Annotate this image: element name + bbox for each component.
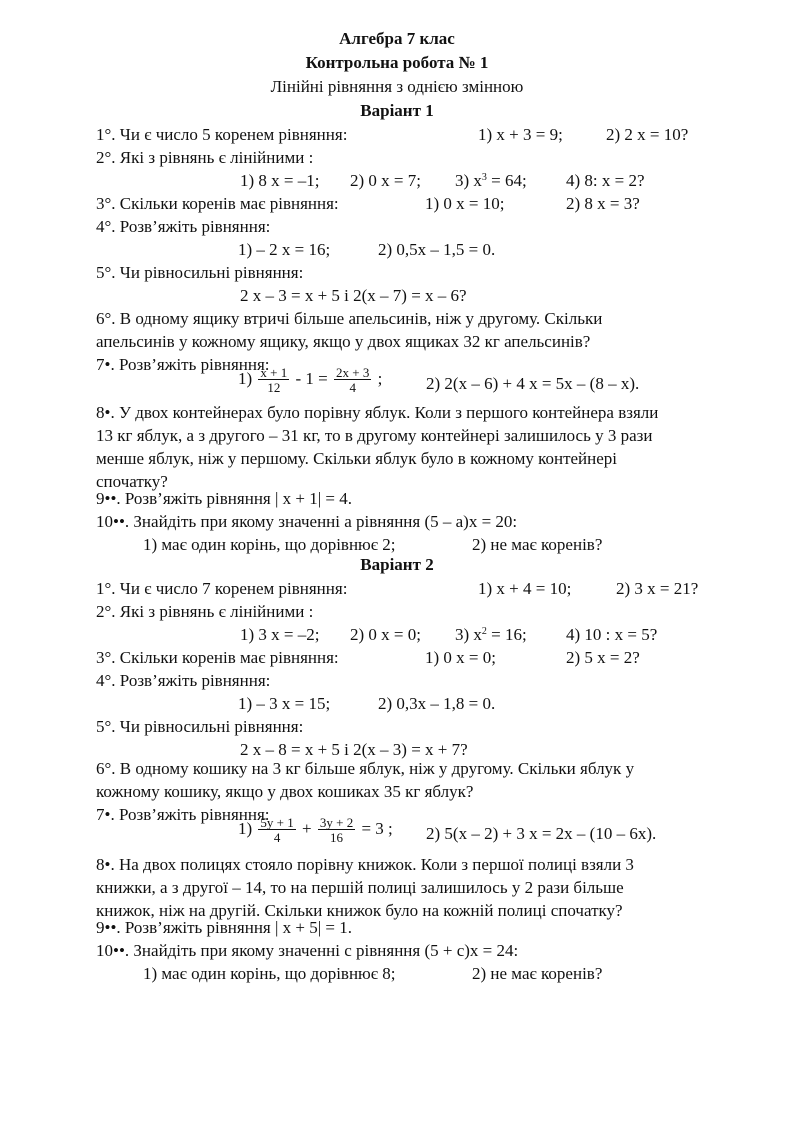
v1-q10-label: 10••. Знайдіть при якому значенні a рівняння (5 – a)x = 20:: [96, 512, 518, 531]
v2-q3-label: 3°. Скільки коренів має рівняння:: [96, 648, 339, 667]
v2-q1-option-1: 1) x + 4 = 10;: [478, 579, 572, 598]
v2-q4-label: 4°. Розв’яжіть рівняння:: [96, 671, 271, 690]
v2-q3-option-2: 2) 5 x = 2?: [566, 648, 640, 667]
v1-q7-option-1: 1) $\frac{x + 1}{12}$ - 1 = $\frac{2x + 3}{4}$ ;: [238, 365, 383, 395]
v2-q1-option-2: 2) 3 x = 21?: [616, 579, 699, 598]
v1-q4-option-2: 2) 0,5x – 1,5 = 0.: [378, 240, 496, 259]
v2-q4-option-2: 2) 0,3x – 1,8 = 0.: [378, 694, 496, 713]
v1-q9: 9••. Розв’яжіть рівняння | x + 1| = 4.: [96, 489, 352, 508]
fraction: $\frac{x + 1}{12}$: [260, 365, 288, 395]
v2-q2-option-3: 3) $x^2 = 16$;: [455, 625, 527, 644]
v1-q2-option-2: 2) 0 x = 7;: [350, 171, 421, 190]
v2-q9: 9••. Розв’яжіть рівняння | x + 5| = 1.: [96, 918, 352, 937]
v1-q1-option-2: 2) 2 x = 10?: [606, 125, 689, 144]
v1-q8-line: спочатку?: [96, 472, 168, 491]
test-title: Контрольна робота № 1: [305, 53, 489, 72]
v2-q2-option-2: 2) 0 x = 0;: [350, 625, 421, 644]
v1-q4-option-1: 1) – 2 x = 16;: [238, 240, 331, 259]
fraction: $\frac{2x + 3}{4}$: [336, 365, 370, 395]
v2-q2-label: 2°. Які з рівнянь є лінійними :: [96, 602, 314, 621]
v2-q8-line: книжок, ніж на другій. Скільки книжок було на кожній полиці спочатку?: [96, 901, 623, 920]
variant-2-title: Варіант 2: [360, 555, 434, 574]
v1-q2-option-3: 3) $x^3 = 64$;: [455, 171, 527, 190]
v1-q8-line: 8•. У двох контейнерах було порівну яблук. Коли з першого контейнера взяли: [96, 403, 659, 422]
v2-q8-line: 8•. На двох полицях стояло порівну книжок. Коли з першої полиці взяли 3: [96, 855, 634, 874]
v1-q3-option-2: 2) 8 x = 3?: [566, 194, 640, 213]
v2-q5-label: 5°. Чи рівносильні рівняння:: [96, 717, 304, 736]
v2-q6-line: 6°. В одному кошику на 3 кг більше яблук, ніж у другому. Скільки яблук у: [96, 759, 635, 778]
v2-q7-option-1: 1) $\frac{5y + 1}{4}$ + $\frac{3y + 2}{16}$ = 3 ;: [238, 815, 393, 845]
v1-q2-option-1: 1) 8 x = –1;: [240, 171, 320, 190]
v1-q8-line: менше яблук, ніж у першому. Скільки яблук було в кожному контейнері: [96, 449, 618, 468]
document-title: Алгебра 7 клас: [339, 29, 455, 48]
v1-q5-label: 5°. Чи рівносильні рівняння:: [96, 263, 304, 282]
fraction: $\frac{5y + 1}{4}$: [260, 815, 294, 845]
v2-q3-option-1: 1) 0 x = 0;: [425, 648, 496, 667]
v1-q7-label: 7•. Розв’яжіть рівняння:: [96, 355, 270, 374]
topic-title: Лінійні рівняння з однією змінною: [270, 77, 524, 96]
v2-q10-label: 10••. Знайдіть при якому значенні c рівняння (5 + c)x = 24:: [96, 941, 519, 960]
v2-q2-option-4: 4) 10 : x = 5?: [566, 625, 658, 644]
v2-q10-option-2: 2) не має коренів?: [472, 964, 603, 983]
v2-q8-line: книжки, а з другої – 14, то на першій полиці залишилось у 2 рази більше: [96, 878, 624, 897]
v1-q3-option-1: 1) 0 x = 10;: [425, 194, 505, 213]
v1-q5-equations: 2 x – 3 = x + 5 і 2(x – 7) = x – 6?: [240, 286, 467, 305]
v2-q7-label: 7•. Розв’яжіть рівняння:: [96, 805, 270, 824]
v1-q2-label: 2°. Які з рівнянь є лінійними :: [96, 148, 314, 167]
v1-q1-label: 1°. Чи є число 5 коренем рівняння:: [96, 125, 348, 144]
v1-q4-label: 4°. Розв’яжіть рівняння:: [96, 217, 271, 236]
v2-q4-option-1: 1) – 3 x = 15;: [238, 694, 331, 713]
v2-q6-line: кожному кошику, якщо у двох кошиках 35 кг яблук?: [96, 782, 474, 801]
fraction: $\frac{3y + 2}{16}$: [319, 815, 354, 845]
v2-q2-option-1: 1) 3 x = –2;: [240, 625, 320, 644]
v2-q10-option-1: 1) має один корінь, що дорівнює 8;: [143, 964, 396, 983]
v1-q8-line: 13 кг яблук, а з другого – 31 кг, то в другому контейнері залишилось у 3 рази: [96, 426, 653, 445]
v2-q7-option-2: 2) 5(x – 2) + 3 x = 2x – (10 – 6x).: [426, 824, 657, 843]
v1-q2-option-4: 4) 8: x = 2?: [566, 171, 645, 190]
v1-q6-line: 6°. В одному ящику втричі більше апельсинів, ніж у другому. Скільки: [96, 309, 603, 328]
v1-q1-option-1: 1) x + 3 = 9;: [478, 125, 563, 144]
v1-q10-option-1: 1) має один корінь, що дорівнює 2;: [143, 535, 396, 554]
v2-q1-label: 1°. Чи є число 7 коренем рівняння:: [96, 579, 348, 598]
variant-1-title: Варіант 1: [360, 101, 434, 120]
v1-q3-label: 3°. Скільки коренів має рівняння:: [96, 194, 339, 213]
v1-q10-option-2: 2) не має коренів?: [472, 535, 603, 554]
v1-q7-option-2: 2) 2(x – 6) + 4 x = 5x – (8 – x).: [426, 374, 640, 393]
v1-q6-line: апельсинів у кожному ящику, якщо у двох ящиках 32 кг апельсинів?: [96, 332, 591, 351]
v2-q5-equations: 2 x – 8 = x + 5 і 2(x – 3) = x + 7?: [240, 740, 468, 759]
